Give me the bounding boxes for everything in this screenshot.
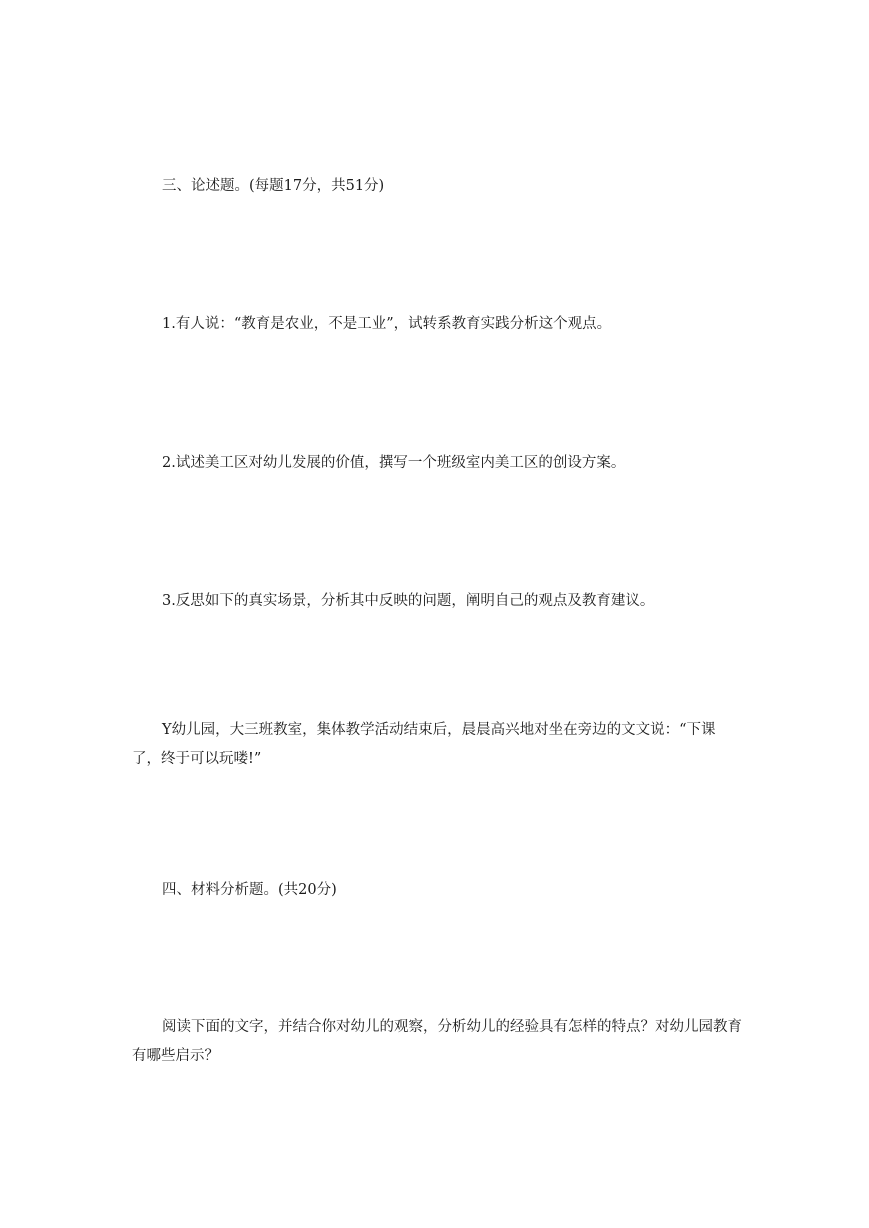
question-3-scenario: Y幼儿园，大三班教室，集体教学活动结束后，晨晨高兴地对坐在旁边的文文说：“下课了，终于可以玩喽!” — [132, 722, 716, 767]
section-heading-essay-questions: 三、论述题。(每题17分，共51分) — [162, 178, 385, 194]
question-2: 2.试述美工区对幼儿发展的价值，撰写一个班级室内美工区的创设方案。 — [162, 455, 626, 471]
material-analysis-prompt: 阅读下面的文字，并结合你对幼儿的观察，分析幼儿的经验具有怎样的特点？对幼儿园教育有哪些启示？ — [132, 1019, 742, 1064]
question-1: 1.有人说：“教育是农业，不是工业”，试转系教育实践分析这个观点。 — [162, 316, 612, 332]
question-3: 3.反思如下的真实场景，分析其中反映的问题，阐明自己的观点及教育建议。 — [162, 593, 655, 609]
section-heading-material-analysis: 四、材料分析题。(共20分) — [162, 882, 337, 898]
